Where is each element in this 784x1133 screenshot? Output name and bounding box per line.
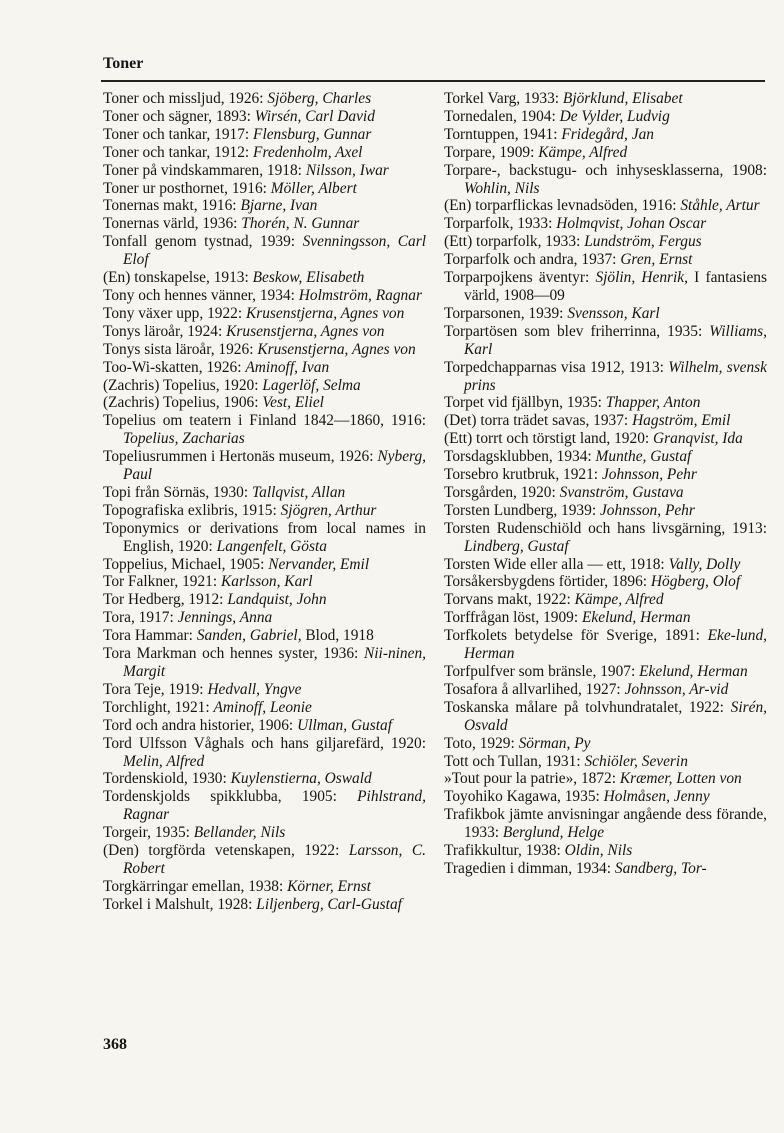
index-entry [103,162,426,180]
entry-author: Aminoff, Leonie [213,698,312,716]
entry-author: Eke-lund, Herman [464,627,767,663]
entry-title: (En) torparflickas levnadsöden, 1916: [444,197,677,215]
index-entry [444,108,767,126]
entry-author: Svenningsson, Carl Elof [123,233,426,269]
entry-title: Torsebro krutbruk, 1921: [444,466,599,484]
index-entry [103,180,426,198]
entry-title: Torpare, 1909: [444,143,535,161]
entry-suffix: Blod, 1918 [305,627,374,645]
index-entry [103,645,426,681]
entry-author: Krusenstjerna, Agnes von [226,322,385,340]
entry-author: Melin, Alfred [123,752,205,770]
entry-title: Tott och Tullan, 1931: [444,752,581,770]
entry-title: Torparfolk, 1933: [444,215,553,233]
entry-author: Aminoff, Ivan [245,358,330,376]
index-entry [444,860,767,878]
entry-author: Thorén, N. Gunnar [241,215,360,233]
entry-title: Torsdagsklubben, 1934: [444,448,592,466]
entry-author: Wilhelm, svensk prins [464,358,767,394]
entry-title: Torfpulfver som bränsle, 1907: [444,663,636,680]
index-entry [444,233,767,251]
entry-author: Ståhle, Artur [680,197,760,215]
entry-author: Topelius, Zacharias [123,430,245,448]
entry-author: Oldin, Nils [564,842,633,860]
entry-author: Körner, Ernst [287,877,371,895]
index-entry [103,215,426,233]
index-entry [103,609,426,627]
index-entry [103,377,426,395]
index-entry [103,305,426,323]
entry-author: Johnsson, Pehr [599,501,695,519]
entry-author: Lundström, Fergus [584,233,702,251]
entry-title: Toner och sägner, 1893: [103,107,251,125]
entry-title: Tord Ulfsson Våghals och hans giljarefärd, 1920: [103,734,426,752]
index-entry [444,466,767,484]
entry-author: Liljenberg, Carl-Gustaf [256,895,402,913]
index-entry [444,215,767,233]
entry-author: Sjölin, Henrik, [595,269,688,287]
entry-title: Toponymics or derivations from local names in English, 1920: [103,519,426,555]
entry-author: Sandberg, Tor- [614,859,707,877]
entry-title: Torkel Varg, 1933: [444,90,560,107]
index-entry [103,520,426,556]
index-entry [103,842,426,878]
entry-title: Topelius om teatern i Finland 1842—1860, 1916: [103,412,426,430]
entry-suffix: I fantasiens värld, 1908—09 [464,269,767,304]
entry-author: Gren, Ernst [620,251,693,269]
entry-author: Sirén, Osvald [464,698,767,734]
index-entry [444,323,767,359]
entry-title: Tora Teje, 1919: [103,680,204,698]
index-entry [444,394,767,412]
entry-author: Flensburg, Gunnar [253,125,372,143]
index-entry [444,520,767,556]
index-entry [103,573,426,591]
entry-title: Tonernas värld, 1936: [103,215,238,233]
index-entry [103,896,426,914]
index-entry [103,144,426,162]
index-entry [444,251,767,269]
index-entry [103,341,426,359]
entry-title: Torffrågan löst, 1909: [444,609,579,627]
entry-author: Björklund, Elisabet [562,90,683,107]
entry-author: Kuylenstierna, Oswald [230,770,372,788]
entry-author: Krusenstjerna, Agnes von [245,304,405,322]
entry-author: Kræmer, Lotten von [619,770,742,788]
entry-title: (Det) torra trädet savas, 1937: [444,412,629,430]
entry-author: Högberg, Olof [650,573,741,591]
index-entry [444,663,767,681]
entry-author: Fridegård, Jan [561,125,654,143]
entry-author: Hedvall, Yngve [207,680,302,698]
index-entry [103,591,426,609]
entry-title: Torkel i Malshult, 1928: [103,895,253,913]
entry-author: Johnsson, Ar-vid [624,680,729,698]
entry-title: (Ett) torparfolk, 1933: [444,233,581,251]
index-entry [444,162,767,198]
entry-title: (Zachris) Topelius, 1920: [103,376,259,394]
index-entry [103,699,426,717]
entry-title: Torpet vid fjällbyn, 1935: [444,394,602,412]
entry-author: Nii-ninen, Margit [123,645,426,680]
entry-author: Tallqvist, Allan [251,483,346,501]
entry-author: Karlsson, Karl [221,573,313,591]
entry-title: Tonys sista läroår, 1926: [103,340,254,358]
index-entry [444,609,767,627]
entry-author: Larsson, C. Robert [123,842,426,877]
entry-title: Tordenskiold, 1930: [103,770,227,788]
entry-title: Topeliusrummen i Hertonäs museum, 1926: [103,448,374,466]
entry-author: Kämpe, Alfred [574,591,664,609]
entry-title: Tragedien i dimman, 1934: [444,859,612,877]
entry-title: Tora Hammar: [103,627,193,645]
entry-author: Sjögren, Arthur [280,501,377,519]
entry-author: De Vylder, Ludvig [559,107,670,125]
index-entry [103,359,426,377]
entry-author: Ullman, Gustaf [297,716,392,734]
index-entry [103,824,426,842]
entry-author: Bellander, Nils [193,824,286,842]
index-entry [103,269,426,287]
entry-author: Lagerlöf, Selma [262,376,361,394]
entry-author: Sanden, Gabriel, [196,627,302,645]
entry-title: Tor Falkner, 1921: [103,573,218,591]
index-entry [444,412,767,430]
entry-title: Torparpojkens äventyr: [444,269,590,287]
index-entry [103,394,426,412]
entry-title: Torsten Wide eller alla — ett, 1918: [444,555,665,573]
entry-title: Torgeir, 1935: [103,824,190,842]
index-entry [444,269,767,305]
entry-author: Holmqvist, Johan Oscar [556,215,707,233]
index-entry [444,305,767,323]
entry-title: Too-Wi-skatten, 1926: [103,358,242,376]
entry-author: Holmåsen, Jenny [603,788,710,806]
index-entry [444,359,767,395]
entry-author: Thapper, Anton [605,394,701,412]
entry-author: Sörman, Py [518,734,591,752]
index-entry [103,126,426,144]
index-entry [103,287,426,305]
index-entry [103,233,426,269]
index-entry [444,502,767,520]
index-entry [444,90,767,108]
entry-author: Berglund, Helge [502,824,605,842]
index-entry [444,681,767,699]
index-entry [103,770,426,788]
entry-title: Tora, 1917: [103,609,174,627]
index-entry [444,556,767,574]
page-header-title: Toner [103,55,144,72]
index-entry [103,502,426,520]
entry-title: Toner och tankar, 1917: [103,125,250,143]
index-entry [444,591,767,609]
index-entry [444,484,767,502]
entry-title: Topi från Sörnäs, 1930: [103,483,249,501]
entry-author: Jennings, Anna [177,609,273,627]
entry-title: Toto, 1929: [444,734,515,752]
entry-author: Schiöler, Severin [584,752,688,770]
entry-title: Torparfolk och andra, 1937: [444,251,617,269]
index-entry [103,717,426,735]
entry-title: Torfkolets betydelse för Sverige, 1891: [444,627,700,645]
entry-title: Torvans makt, 1922: [444,591,571,609]
entry-author: Sjöberg, Charles [267,90,372,107]
entry-author: Vest, Eliel [262,394,324,412]
index-entry [444,770,767,788]
entry-title: (Ett) torrt och törstigt land, 1920: [444,430,650,448]
entry-title: (En) tonskapelse, 1913: [103,269,249,287]
entry-author: Nervander, Emil [268,555,370,573]
index-entry [444,753,767,771]
index-entry [444,842,767,860]
entry-author: Pihlstrand, Ragnar [123,788,426,824]
entry-author: Holmström, Ragnar [298,286,422,304]
index-entry [444,806,767,842]
entry-author: Bjarne, Ivan [240,197,318,215]
entry-author: Beskow, Elisabeth [252,269,365,287]
index-entry [103,788,426,824]
index-entry [444,430,767,448]
index-entry [103,323,426,341]
index-entry [103,735,426,771]
entry-title: Torpare-, backstugu- och inhysesklasserna, 1908: [444,161,767,179]
entry-title: Tornedalen, 1904: [444,107,556,125]
entry-title: Tordenskjolds spikklubba, 1905: [103,788,337,806]
entry-author: Williams, Karl [464,322,767,358]
index-entry [444,126,767,144]
entry-author: Lindberg, Gustaf [464,537,569,555]
index-entry [444,627,767,663]
entry-author: Krusenstjerna, Agnes von [257,340,416,358]
entry-title: Tosafora å allvarlihed, 1927: [444,680,621,698]
index-entry [444,735,767,753]
right-column [444,90,767,878]
entry-author: Nyberg, Paul [123,448,426,484]
entry-author: Nilsson, Iwar [305,161,389,179]
index-entry [103,90,426,108]
entry-title: (Den) torgförda vetenskapen, 1922: [103,842,340,860]
entry-title: Torpedchapparnas visa 1912, 1913: [444,358,664,376]
index-entry [103,412,426,448]
entry-title: Torsten Rudenschiöld och hans livsgärning, 1913: [444,519,767,537]
entry-author: Wirsén, Carl David [254,107,375,125]
entry-author: Kämpe, Alfred [538,143,628,161]
entry-author: Wohlin, Nils [464,179,540,197]
entry-author: Svensson, Karl [567,304,660,322]
entry-title: Tony växer upp, 1922: [103,304,243,322]
index-entry [103,108,426,126]
entry-author: Landquist, John [227,591,327,609]
index-entry [444,197,767,215]
entry-author: Möller, Albert [270,179,357,197]
entry-title: Topografiska exlibris, 1915: [103,501,277,519]
entry-title: Toner på vindskammaren, 1918: [103,161,302,179]
entry-author: Munthe, Gustaf [595,448,692,466]
entry-title: Tora Markman och hennes syster, 1936: [103,645,359,663]
entry-author: Granqvist, Ida [653,430,743,448]
index-entry [103,197,426,215]
index-entry [444,448,767,466]
entry-title: Torntuppen, 1941: [444,125,558,143]
entry-author: Langenfelt, Gösta [216,537,327,555]
entry-title: Torgkärringar emellan, 1938: [103,877,284,895]
entry-title: Torparsonen, 1939: [444,304,564,322]
entry-author: Johnsson, Pehr [601,466,697,484]
entry-title: Toskanska målare på tolvhundratalet, 1922: [444,698,724,716]
entry-title: (Zachris) Topelius, 1906: [103,394,259,412]
index-entry [103,878,426,896]
entry-author: Vally, Dolly [668,555,741,573]
entry-author: Svanström, Gustava [559,483,684,501]
entry-title: Trafikbok jämte anvisningar angående dess förande, 1933: [444,806,767,842]
header-rule [101,80,765,82]
index-entry [444,788,767,806]
index-entry [103,556,426,574]
entry-author: Ekelund, Herman [639,663,748,680]
entry-title: Torsåkersbygdens förtider, 1896: [444,573,648,591]
entry-title: Torchlight, 1921: [103,698,210,716]
entry-title: Tonys läroår, 1924: [103,322,223,340]
entry-title: Torsgården, 1920: [444,483,556,501]
entry-title: »Tout pour la patrie», 1872: [444,770,617,788]
entry-author: Fredenholm, Axel [253,143,363,161]
entry-title: Toner och missljud, 1926: [103,90,264,107]
index-entry [103,627,426,645]
entry-title: Trafikkultur, 1938: [444,842,561,860]
index-entry [103,681,426,699]
entry-author: Ekelund, Herman [582,609,691,627]
page-number: 368 [103,1036,127,1053]
entry-author: Hagström, Emil [632,412,731,430]
entry-title: Tony och hennes vänner, 1934: [103,286,295,304]
entry-title: Tord och andra historier, 1906: [103,716,294,734]
index-entry [444,699,767,735]
entry-title: Torsten Lundberg, 1939: [444,501,597,519]
entry-title: Toner och tankar, 1912: [103,143,250,161]
left-column [103,90,426,914]
index-entry [103,484,426,502]
entry-title: Torpartösen som blev friherrinna, 1935: [444,322,703,340]
entry-title: Tor Hedberg, 1912: [103,591,224,609]
entry-title: Toner ur posthornet, 1916: [103,179,267,197]
entry-title: Toyohiko Kagawa, 1935: [444,788,600,806]
entry-title: Tonernas makt, 1916: [103,197,237,215]
entry-title: Tonfall genom tystnad, 1939: [103,233,296,251]
index-entry [103,448,426,484]
index-entry [444,144,767,162]
entry-title: Toppelius, Michael, 1905: [103,555,265,573]
index-entry [444,573,767,591]
